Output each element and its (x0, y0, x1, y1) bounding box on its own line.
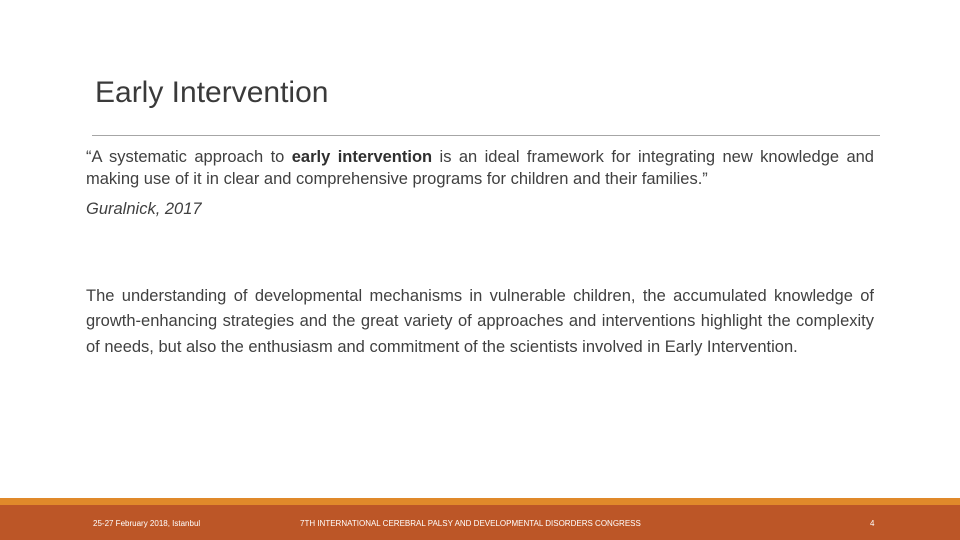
slide-number: 4 (870, 519, 875, 528)
quote-citation: Guralnick, 2017 (86, 200, 202, 218)
quote-after: is an ideal framework for integrating new knowledge and making use of it in clear and comprehensive programs for children and their families.” (86, 148, 874, 188)
slide-content (86, 147, 874, 360)
footer-congress-title: 7TH INTERNATIONAL CEREBRAL PALSY AND DEVELOPMENTAL DISORDERS CONGRESS (300, 519, 641, 528)
body-paragraph: The understanding of developmental mechanisms in vulnerable children, the accumulated knowledge of growth-enhancing strategies and the great variety of approaches and interventions highlight the complexity of needs, but also the enthusiasm and commitment of the scientists involved in Early Intervention. (86, 286, 874, 356)
quote-emphasis: early intervention (291, 148, 433, 166)
quote-text (86, 147, 874, 190)
slide-title: Early Intervention (95, 76, 329, 109)
title-divider (92, 135, 880, 136)
quote-before: “A systematic approach to (86, 148, 292, 166)
footer-bar (0, 505, 960, 540)
footer-accent-stripe (0, 498, 960, 505)
footer-date: 25-27 February 2018, Istanbul (93, 519, 201, 528)
